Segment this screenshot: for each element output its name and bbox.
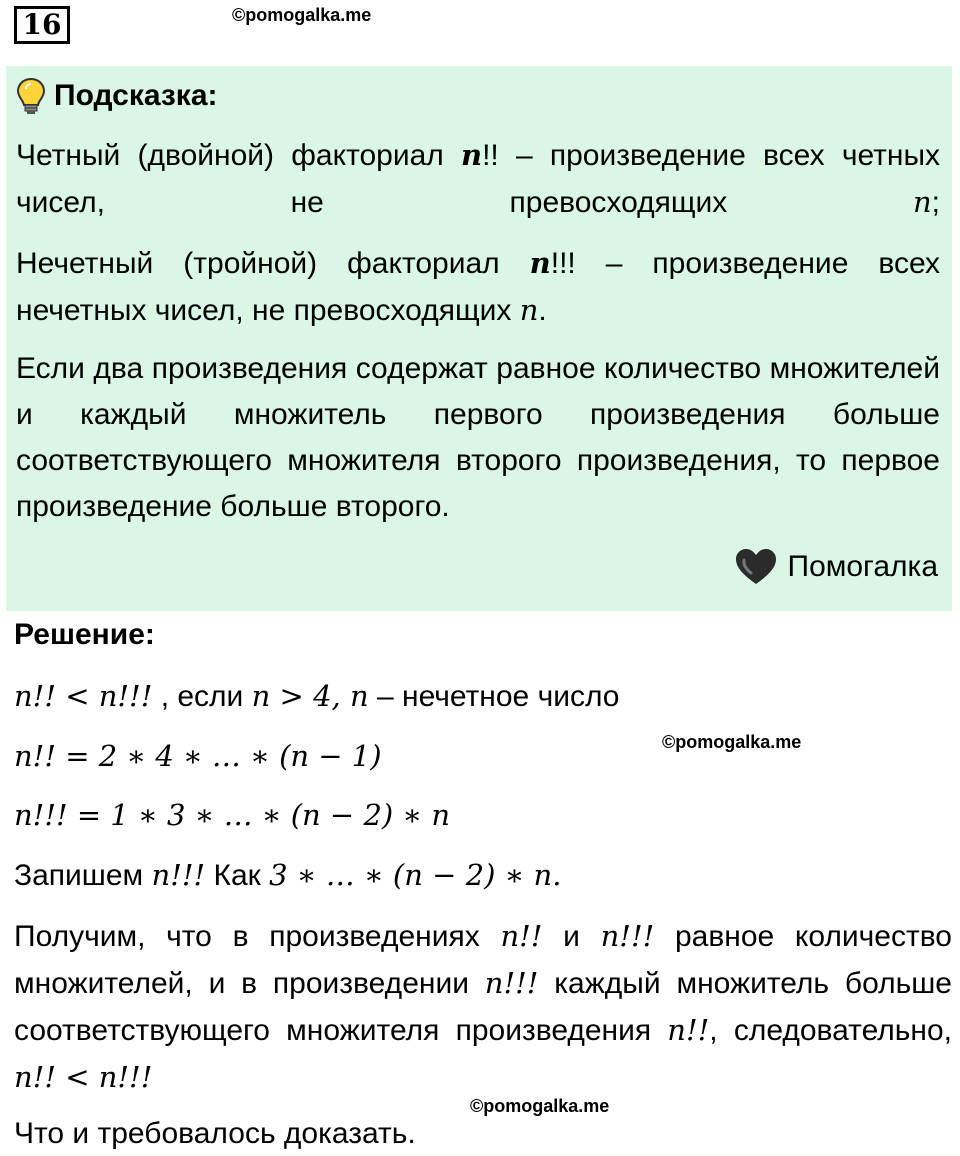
solution-line-3: n!!! = 1 ∗ 3 ∗ … ∗ (n − 2) ∗ n [14,798,451,832]
hint-paragraph-3: Если два произведения содержат равное количество множителей и каждый множитель первого произведения больше соответствующего множителя второго произведения, то первое произведение больше второго. [16,352,940,523]
lightbulb-icon [16,77,46,115]
heart-icon [734,548,778,586]
solution-line-2: n!! = 2 ∗ 4 ∗ … ∗ (n − 1) [14,739,382,773]
problem-number: 16 [14,6,70,44]
solution-paragraph: Получим, что в произведениях n!! и n!!! равное количество множителей, и в произведении n!!! каждый множитель больше соответствующего множителя произведения n!!, следовательно, n!! < n!!! [14,919,952,1094]
solution-line-1: n!! < n!!! , если n > 4, n – нечетное число [14,679,620,713]
conclusion: Что и требовалось доказать. [14,1117,416,1150]
hint-title-text: Подсказка: [54,79,218,112]
hint-paragraph-2: Нечетный (тройной) факториал n!!! – произведение всех нечетных чисел, не превосходящих n. [16,246,940,327]
signature-text: Помогалка [787,550,938,583]
watermark: ©pomogalka.me [232,5,372,25]
hint-title [16,78,218,114]
watermark: ©pomogalka.me [470,1096,610,1116]
signature [734,548,939,586]
solution-line-4: Запишем n!!! Как 3 ∗ … ∗ (n − 2) ∗ n. [14,858,562,892]
hint-paragraph-1: Четный (двойной) факториал n!! – произведение всех четных чисел, не превосходящих n; [16,138,941,219]
watermark: ©pomogalka.me [662,732,802,752]
hint-box [6,66,952,611]
solution-title: Решение: [14,618,155,651]
